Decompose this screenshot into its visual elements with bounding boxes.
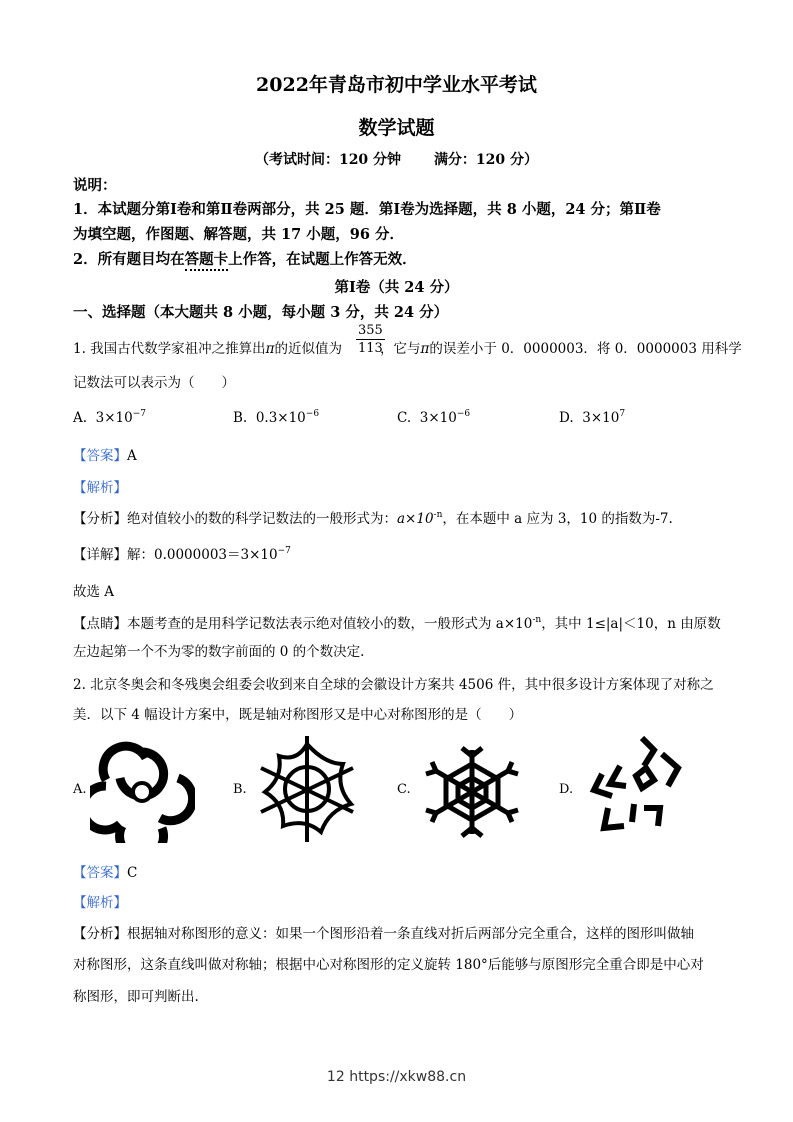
q1-option-b[interactable]	[233, 409, 319, 426]
q1-choose: 故选 A	[73, 584, 115, 600]
xiangjie-text: 解：0.0000003＝3×10	[127, 547, 278, 563]
q1-stem-line1	[73, 337, 742, 357]
xiangjie-exponent: −7	[277, 546, 291, 556]
subject-title: 数学试题	[358, 117, 435, 139]
instruction-2-post: 上作答，在试题上作答无效．	[228, 251, 417, 268]
option-exponent: 7	[619, 409, 626, 419]
fraction-numerator: 355	[358, 323, 383, 338]
q2-fenxi-line1	[73, 922, 694, 942]
q2-option-d-label[interactable]: D.	[559, 782, 574, 797]
q1-option-d[interactable]	[559, 409, 625, 426]
page-number: 12	[326, 1069, 345, 1085]
section-title: 第Ⅰ卷（共 24 分）	[334, 279, 459, 296]
instruction-2	[73, 248, 417, 269]
fenxi-text-2: ，在本题中 a 应为 3，10 的指数为-7.	[442, 511, 673, 527]
xiangjie-tag: 【详解】	[73, 547, 127, 563]
instruction-1b: 为填空题，作图题、解答题，共 17 小题，96 分．	[73, 226, 404, 243]
instructions-label: 说明：	[73, 177, 117, 194]
q2-fenxi-line2: 对称图形，这条直线叫做对称轴；根据中心对称图形的定义旋转 180°后能够与原图形完全重合即是中心对	[73, 957, 704, 973]
fenxi-tag: 【分析】	[73, 511, 127, 527]
fraction-denominator: 113	[358, 341, 383, 356]
answer-value: A	[127, 448, 137, 464]
instruction-1a: 1．本试题分第Ⅰ卷和第Ⅱ卷两部分，共 25 题．第Ⅰ卷为选择题，共 8 小题，24 分；第Ⅱ卷	[73, 201, 661, 218]
option-label: B.	[233, 410, 248, 426]
dianjing-text: 本题考查的是用科学记数法表示绝对值较小的数，一般形式为 a×10	[127, 616, 533, 632]
time-info: （考试时间：120 分钟	[254, 152, 402, 168]
fenxi-tag: 【分析】	[73, 926, 127, 942]
q1-option-a[interactable]	[73, 409, 146, 426]
fenxi-text: 根据轴对称图形的意义：如果一个图形沿着一条直线对折后两部分完全重合，这样的图形叫做轴	[127, 926, 694, 942]
q1-dianjing-line2: 左边起第一个不为零的数字前面的 0 的个数决定.	[73, 644, 365, 660]
q1-analysis-tag: 【解析】	[73, 480, 127, 496]
q2-option-c-label[interactable]: C.	[397, 782, 411, 797]
q1-xiangjie	[73, 543, 291, 563]
q2-option-a-label[interactable]: A.	[73, 782, 87, 797]
answer-sheet-emphasis: 答题卡	[185, 251, 229, 271]
option-exponent: −7	[132, 409, 147, 419]
option-exponent: −6	[456, 409, 471, 419]
page-footer	[0, 1069, 793, 1085]
q1-stem-line2: 记数法可以表示为（ ）	[73, 375, 235, 391]
option-label: C.	[397, 410, 412, 426]
answer-value: C	[127, 865, 138, 881]
star-flower-icon[interactable]	[255, 734, 360, 844]
option-exponent: −6	[305, 409, 320, 419]
q2-answer	[73, 861, 137, 881]
fenxi-exponent: -n	[433, 510, 443, 520]
q1-answer	[73, 444, 137, 464]
q2-fenxi-line3: 称图形，即可判断出.	[73, 989, 199, 1005]
exam-info	[0, 149, 793, 169]
answer-tag: 【答案】	[73, 448, 127, 464]
option-value: 0.3×10	[255, 410, 306, 426]
q1-text-a4: 的误差小于 0．0000003．将 0．0000003 用科学	[429, 341, 742, 357]
section-heading: 一、选择题（本大题共 8 小题，每小题 3 分，共 24 分）	[73, 304, 449, 321]
dianjing-text-2: ，其中 1≤|a|＜10，n 由原数	[541, 616, 721, 632]
exam-title: 2022年青岛市初中学业水平考试	[256, 74, 537, 96]
instruction-2-pre: 2．所有题目均在	[73, 251, 185, 268]
fenxi-text: 绝对值较小的数的科学记数法的一般形式为：	[127, 511, 397, 527]
option-label: D.	[559, 410, 574, 426]
pi-symbol-2: π	[420, 341, 430, 357]
q1-dianjing-line1	[73, 612, 721, 632]
dianjing-tag: 【点睛】	[73, 616, 127, 632]
q2-stem-line1: 2. 北京冬奥会和冬残奥会组委会收到来自全球的会徽设计方案共 4506 件，其中很多设计方案体现了对称之	[73, 677, 714, 693]
dianjing-exponent: -n	[532, 615, 542, 625]
answer-tag: 【答案】	[73, 865, 127, 881]
option-label: A.	[73, 410, 88, 426]
pinwheel-blocks-icon[interactable]	[580, 730, 690, 840]
q1-text-a1: 1. 我国古代数学家祖冲之推算出	[73, 341, 266, 357]
q1-fraction	[356, 322, 385, 357]
source-url[interactable]: https://xkw88.cn	[349, 1069, 467, 1085]
pi-symbol: π	[265, 341, 275, 357]
interlocking-knot-icon[interactable]	[90, 738, 195, 843]
option-value: 3×10	[419, 410, 457, 426]
q2-stem-line2: 美．以下 4 幅设计方案中，既是轴对称图形又是中心对称图形的是（ ）	[73, 707, 523, 723]
score-info: 满分：120 分）	[433, 152, 539, 168]
fenxi-expression: a×10	[397, 511, 434, 527]
option-value: 3×10	[95, 410, 133, 426]
q1-fenxi	[73, 507, 673, 527]
q2-analysis-tag: 【解析】	[73, 895, 127, 911]
option-value: 3×10	[582, 410, 620, 426]
snowflake-web-icon[interactable]	[418, 742, 526, 842]
q1-text-a3: ，它与	[380, 341, 421, 357]
q2-option-b-label[interactable]: B.	[233, 782, 247, 797]
q1-text-a2: 的近似值为	[274, 341, 343, 357]
q1-option-c[interactable]	[397, 409, 470, 426]
